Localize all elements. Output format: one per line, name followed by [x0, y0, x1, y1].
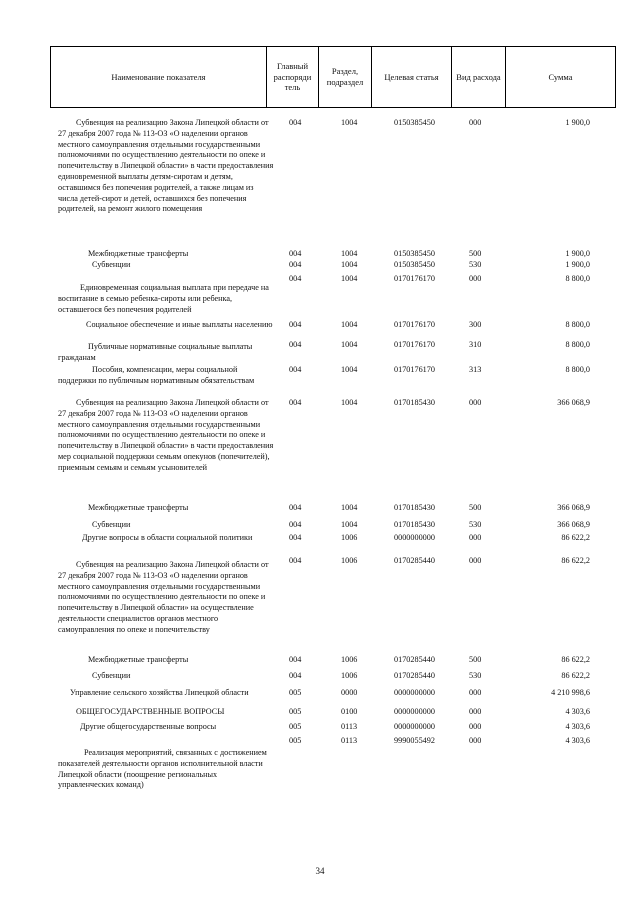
row-sum: 1 900,0 — [565, 260, 590, 269]
row-glavny: 004 — [289, 520, 302, 529]
header-name: Наименование показателя — [51, 47, 267, 107]
row-celevaya: 9990055492 — [394, 736, 435, 745]
row-razdel: 1004 — [341, 340, 358, 349]
row-sum: 86 622,2 — [561, 556, 590, 565]
row-vid: 000 — [469, 274, 482, 283]
row-vid: 000 — [469, 736, 482, 745]
row-glavny: 004 — [289, 320, 302, 329]
row-name: Субвенция на реализацию Закона Липецкой области от 27 декабря 2007 года № 113-ОЗ «О наделении органов местного самоуправления отдельными государственными полномочиями по осуществлению деятельности по опеке и попечительству в Липецкой области» в части предоставления единовременной выплаты детям-сиротам и детям, оставшимся без попечения родителей, а также лицам из числа детей-сирот и детей, оставшихся без попечения родителей, на ремонт жилого помещения — [58, 118, 274, 214]
row-sum: 8 800,0 — [565, 365, 590, 374]
row-razdel: 1004 — [341, 274, 358, 283]
row-celevaya: 0170285440 — [394, 655, 435, 664]
row-razdel: 1004 — [341, 320, 358, 329]
row-sum: 8 800,0 — [565, 320, 590, 329]
row-celevaya: 0170185430 — [394, 520, 435, 529]
row-sum: 86 622,2 — [561, 533, 590, 542]
header-glavny: Главный распоряди тель — [267, 47, 319, 107]
row-sum: 4 303,6 — [565, 707, 590, 716]
row-name: Публичные нормативные социальные выплаты гражданам — [58, 342, 253, 362]
row-name: Пособия, компенсации, меры социальной поддержки по публичным нормативным обязательствам — [58, 365, 255, 385]
row-razdel: 1004 — [341, 118, 358, 127]
row-glavny: 005 — [289, 688, 302, 697]
row-celevaya: 0000000000 — [394, 688, 435, 697]
row-vid: 500 — [469, 249, 482, 258]
row-sum: 4 303,6 — [565, 736, 590, 745]
row-glavny: 004 — [289, 249, 302, 258]
row-vid: 000 — [469, 556, 482, 565]
row-glavny: 004 — [289, 260, 302, 269]
row-glavny: 004 — [289, 340, 302, 349]
row-celevaya: 0170176170 — [394, 340, 435, 349]
row-razdel: 1006 — [341, 556, 358, 565]
row-vid: 500 — [469, 503, 482, 512]
row-celevaya: 0170285440 — [394, 671, 435, 680]
row-name: Субвенции — [92, 260, 131, 269]
row-vid: 313 — [469, 365, 482, 374]
row-glavny: 004 — [289, 503, 302, 512]
row-razdel: 1004 — [341, 260, 358, 269]
row-name: Субвенции — [92, 671, 131, 680]
row-razdel: 1006 — [341, 655, 358, 664]
row-vid: 300 — [469, 320, 482, 329]
row-sum: 1 900,0 — [565, 118, 590, 127]
row-celevaya: 0170185430 — [394, 398, 435, 407]
row-razdel: 1004 — [341, 249, 358, 258]
row-glavny: 005 — [289, 722, 302, 731]
row-celevaya: 0170185430 — [394, 503, 435, 512]
row-celevaya: 0150385450 — [394, 260, 435, 269]
row-glavny: 004 — [289, 274, 302, 283]
row-name: Другие вопросы в области социальной политики — [82, 533, 253, 542]
row-razdel: 1006 — [341, 533, 358, 542]
row-name: Субвенции — [92, 520, 131, 529]
row-celevaya: 0170176170 — [394, 320, 435, 329]
row-glavny: 004 — [289, 365, 302, 374]
row-glavny: 005 — [289, 707, 302, 716]
row-sum: 8 800,0 — [565, 274, 590, 283]
row-vid: 000 — [469, 688, 482, 697]
row-razdel: 1004 — [341, 520, 358, 529]
row-vid: 000 — [469, 118, 482, 127]
row-razdel: 0113 — [341, 722, 358, 731]
header-razdel: Раздел, подраздел — [319, 47, 372, 107]
row-celevaya: 0000000000 — [394, 707, 435, 716]
row-glavny: 005 — [289, 736, 302, 745]
row-name: Субвенция на реализацию Закона Липецкой области от 27 декабря 2007 года № 113-ОЗ «О наделении органов местного самоуправления отдельными государственными полномочиями по осуществлению деятельности по опеке и попечительству в Липецкой области» на осуществление деятельности специалистов органов местного самоуправления по опеке и попечительству — [58, 560, 269, 634]
header-celevaya: Целевая статья — [372, 47, 452, 107]
row-sum: 1 900,0 — [565, 249, 590, 258]
row-razdel: 0000 — [341, 688, 358, 697]
row-razdel: 1004 — [341, 503, 358, 512]
row-celevaya: 0000000000 — [394, 533, 435, 542]
row-sum: 8 800,0 — [565, 340, 590, 349]
row-sum: 366 068,9 — [557, 520, 590, 529]
header-summa: Сумма — [548, 71, 573, 82]
row-glavny: 004 — [289, 398, 302, 407]
row-celevaya: 0170285440 — [394, 556, 435, 565]
row-name: ОБЩЕГОСУДАРСТВЕННЫЕ ВОПРОСЫ — [76, 707, 225, 716]
row-sum: 86 622,2 — [561, 655, 590, 664]
row-razdel: 1004 — [341, 365, 358, 374]
row-name: Единовременная социальная выплата при передаче на воспитание в семью ребенка-сироты или ребенка, оставшегося без попечения родителей — [58, 283, 269, 314]
row-vid: 530 — [469, 520, 482, 529]
row-name: Управление сельского хозяйства Липецкой области — [70, 688, 249, 697]
row-name: Реализация мероприятий, связанных с достижением показателей деятельности органов исполнительной власти Липецкой области (поощрение региональных управленческих команд) — [58, 748, 267, 790]
row-razdel: 1006 — [341, 671, 358, 680]
row-name: Субвенция на реализацию Закона Липецкой области от 27 декабря 2007 года № 113-ОЗ «О наделении органов местного самоуправления отдельными государственными полномочиями по осуществлению деятельности по опеке и попечительству в Липецкой области» в части предоставления мер социальной поддержки семьям опекунов (попечителей), приемным семьям и семьям усыновителей — [58, 398, 274, 472]
row-vid: 000 — [469, 707, 482, 716]
row-celevaya: 0000000000 — [394, 722, 435, 731]
row-vid: 310 — [469, 340, 482, 349]
row-sum: 4 303,6 — [565, 722, 590, 731]
row-vid: 530 — [469, 671, 482, 680]
row-sum: 366 068,9 — [557, 503, 590, 512]
row-sum: 4 210 998,6 — [551, 688, 590, 697]
row-razdel: 0100 — [341, 707, 358, 716]
row-razdel: 1004 — [341, 398, 358, 407]
row-celevaya: 0170176170 — [394, 365, 435, 374]
row-name: Межбюджетные трансферты — [88, 249, 189, 258]
row-glavny: 004 — [289, 655, 302, 664]
row-vid: 530 — [469, 260, 482, 269]
row-glavny: 004 — [289, 556, 302, 565]
page-number: 34 — [315, 866, 325, 876]
row-glavny: 004 — [289, 533, 302, 542]
row-sum: 86 622,2 — [561, 671, 590, 680]
row-name: Межбюджетные трансферты — [88, 655, 189, 664]
row-name: Межбюджетные трансферты — [88, 503, 189, 512]
row-glavny: 004 — [289, 118, 302, 127]
row-name: Социальное обеспечение и иные выплаты населению — [86, 320, 273, 329]
row-glavny: 004 — [289, 671, 302, 680]
row-vid: 000 — [469, 398, 482, 407]
table-header — [50, 46, 616, 108]
row-name: Другие общегосударственные вопросы — [80, 722, 217, 731]
row-celevaya: 0170176170 — [394, 274, 435, 283]
row-celevaya: 0150385450 — [394, 118, 435, 127]
row-vid: 000 — [469, 533, 482, 542]
row-razdel: 0113 — [341, 736, 358, 745]
row-celevaya: 0150385450 — [394, 249, 435, 258]
row-sum: 366 068,9 — [557, 398, 590, 407]
row-vid: 000 — [469, 722, 482, 731]
row-vid: 500 — [469, 655, 482, 664]
header-vid: Вид расхода — [452, 47, 506, 107]
